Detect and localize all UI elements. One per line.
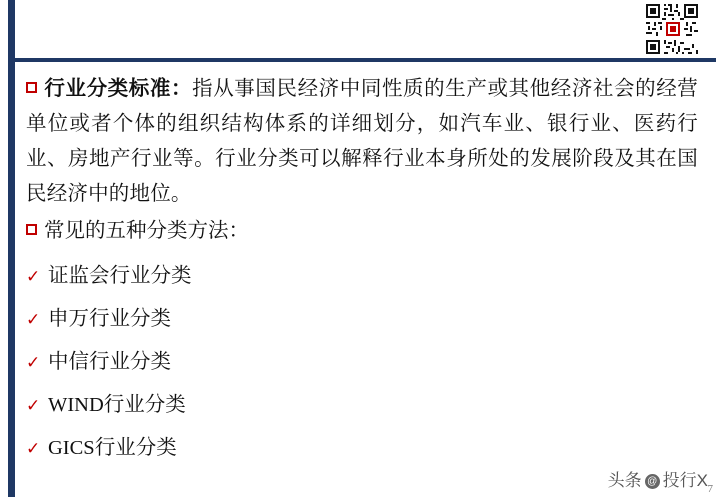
list-item-label: GICS行业分类	[48, 437, 177, 459]
check-icon: ✓	[26, 310, 41, 329]
check-icon: ✓	[26, 267, 41, 286]
check-icon: ✓	[26, 353, 41, 372]
list-item-label: 申万行业分类	[48, 308, 171, 330]
watermark-logo-icon: @	[645, 474, 660, 489]
check-icon: ✓	[26, 439, 41, 458]
list-item	[26, 427, 698, 470]
methods-list	[26, 255, 698, 470]
definition-paragraph	[26, 72, 698, 212]
watermark	[608, 466, 708, 491]
definition-colon: ：	[170, 78, 193, 100]
check-icon: ✓	[26, 396, 41, 415]
methods-heading: 常见的五种分类方法：	[44, 220, 249, 242]
page-number: 7	[707, 483, 713, 495]
list-item-label: 证监会行业分类	[48, 265, 192, 287]
list-item	[26, 298, 698, 341]
slide-content	[26, 72, 698, 470]
list-item	[26, 255, 698, 298]
watermark-prefix: 头条	[607, 471, 642, 490]
list-item-label: 中信行业分类	[48, 351, 171, 373]
square-bullet-icon-2	[26, 224, 37, 235]
list-item	[26, 341, 698, 384]
list-item	[26, 384, 698, 427]
definition-term: 行业分类标准	[44, 78, 171, 100]
definition-text: 指从事国民经济中同性质的生产或其他经济社会的经营单位或者个体的组织结构体系的详细划分，如汽车业、银行业、医药行业、房地产行业等。行业分类可以解释行业本身所处的发展阶段及其在国民经济中的地位。	[26, 78, 699, 205]
qr-code-icon	[644, 2, 700, 56]
list-item-label: WIND行业分类	[48, 394, 186, 416]
watermark-suffix: 投行X	[662, 471, 708, 490]
qr-code	[644, 2, 700, 56]
top-divider-rule	[8, 58, 716, 62]
methods-heading-line	[26, 214, 698, 249]
left-accent-bar	[8, 0, 15, 497]
square-bullet-icon	[26, 82, 37, 93]
